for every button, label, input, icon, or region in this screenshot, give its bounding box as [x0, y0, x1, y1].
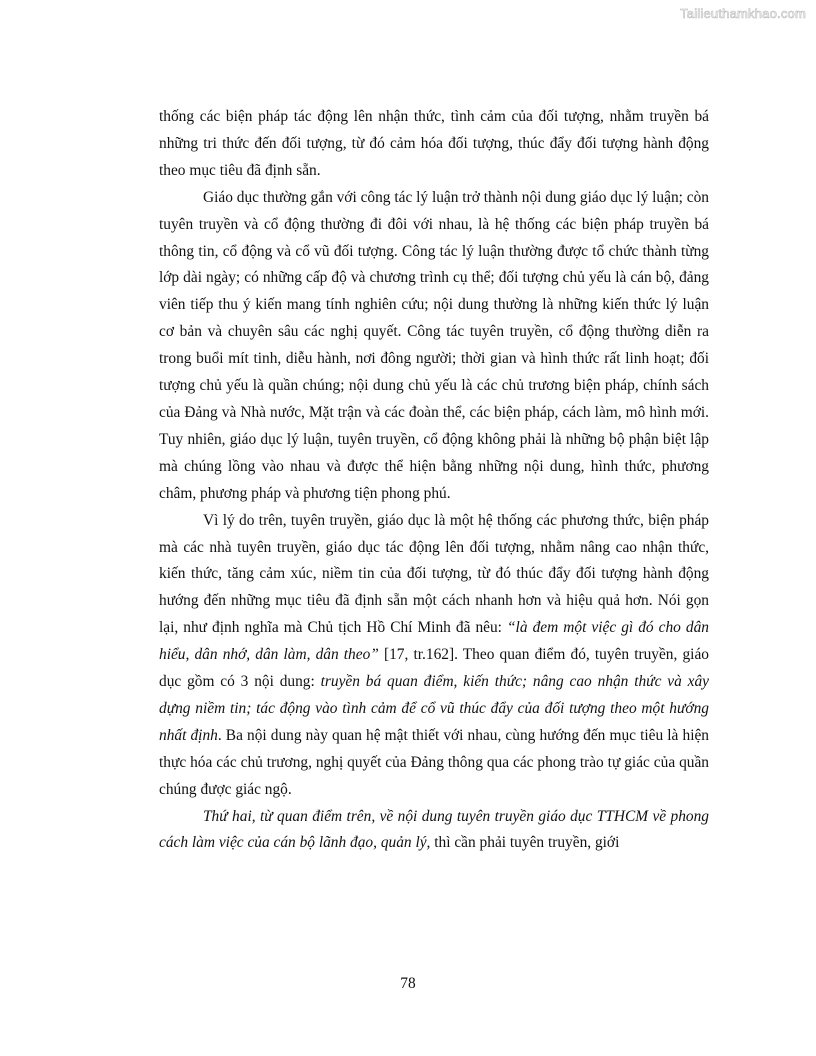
text-segment: Vì lý do trên, tuyên truyền, giáo dục là một hệ thống các phương thức, biện pháp mà các nhà tuyên truyền, giáo dục tác động lên đối tượng, nhằm nâng cao nhận thức, kiến thức, tăng cảm xúc, niềm tin của đối tượng, từ đó thúc đẩy đối tượng hành động hướng đến những mục tiêu đã định sẵn một cách nhanh hơn và hiệu quả hơn. Nói gọn lại, như định nghĩa mà Chủ tịch Hồ Chí Minh đã nêu: [159, 511, 709, 637]
watermark-text: Tailieuthamkhao.com [680, 6, 806, 21]
text-segment: thì cần phải tuyên truyền, giới [430, 834, 620, 852]
text-segment: thống các biện pháp tác động lên nhận thức, tình cảm của đối tượng, nhằm truyền bá những tri thức đến đối tượng, từ đó cảm hóa đối tượng, thúc đẩy đối tượng hành động theo mục tiêu đã định sẵn. [159, 108, 709, 179]
page-number: 78 [400, 975, 416, 992]
document-body [159, 104, 709, 857]
text-segment: [17, tr.162]. Theo quan điểm đó, tuyên truyền, giáo dục gồm có 3 nội dung: [159, 646, 709, 691]
three-contents-emphasis: truyền bá quan điểm, kiến thức; nâng cao nhận thức và xây dựng niềm tin; tác động vào tình cảm để cổ vũ thúc đẩy của đối tượng theo một hướng nhất định [159, 673, 709, 744]
paragraph-education-theory [159, 185, 709, 508]
second-point-emphasis: Thứ hai, từ quan điểm trên, về nội dung tuyên truyền giáo dục TTHCM về phong cách làm việc của cán bộ lãnh đạo, quản lý, [159, 807, 709, 852]
text-segment: . Ba nội dung này quan hệ mật thiết với nhau, cùng hướng đến mục tiêu là hiện thực hóa các chủ trương, nghị quyết của Đảng thông qua các phong trào tự giác của quần chúng được giác ngộ. [159, 726, 709, 798]
quote-ho-chi-minh: “là đem một việc gì đó cho dân hiểu, dân nhớ, dân làm, dân theo” [159, 619, 709, 664]
paragraph-second-point [159, 804, 709, 858]
paragraph-continuation [159, 104, 709, 185]
text-segment: Giáo dục thường gắn với công tác lý luận trở thành nội dung giáo dục lý luận; còn tuyên truyền và cổ động thường đi đôi với nhau, là hệ thống các biện pháp truyền bá thông tin, cổ động và cổ vũ đối tượng. Công tác lý luận thường được tổ chức thành từng lớp dài ngày; có những cấp độ và chương trình cụ thể; đối tượng chủ yếu là cán bộ, đảng viên tiếp thu ý kiến mang tính nghiên cứu; nội dung thường là những kiến thức lý luận cơ bản và chuyên sâu các nghị quyết. Công tác tuyên truyền, cổ động thường diễn ra trong buổi mít tinh, diễu hành, nơi đông người; thời gian và hình thức rất linh hoạt; đối tượng chủ yếu là quần chúng; nội dung chủ yếu là các chủ trương biện pháp, chính sách của Đảng và Nhà nước, Mặt trận và các đoàn thể, các biện pháp, cách làm, mô hình mới. Tuy nhiên, giáo dục lý luận, tuyên truyền, cổ động không phải là những bộ phận biệt lập mà chúng lồng vào nhau và được thể hiện bằng những nội dung, hình thức, phương châm, phương pháp và phương tiện phong phú. [159, 188, 709, 502]
paragraph-propaganda-definition [159, 508, 709, 804]
